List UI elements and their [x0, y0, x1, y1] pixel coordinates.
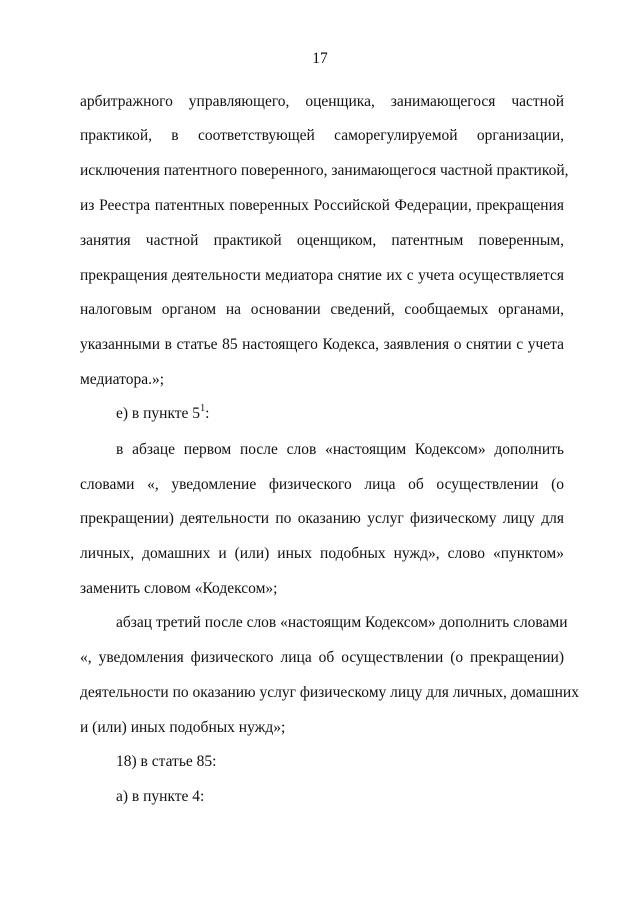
text-line: абзац третий после слов «настоящим Кодексом» дополнить словами — [116, 614, 568, 631]
text-line: налоговым органом на основании сведений, сообщаемых органами, — [80, 301, 564, 318]
subitem-e-colon: : — [205, 405, 210, 422]
superscript: 1 — [200, 402, 206, 414]
text-line: деятельности по оказанию услуг физическому лицу для личных, домашних — [80, 684, 579, 701]
text-line: медиатора.»; — [80, 371, 165, 388]
text-line: прекращения деятельности медиатора снятие их с учета осуществляется — [80, 267, 564, 284]
subitem-e — [116, 404, 209, 424]
text-line: заменить словом «Кодексом»; — [80, 580, 278, 597]
text-line: личных, домашних и (или) иных подобных нужд», слово «пунктом» — [80, 545, 564, 562]
item-18: 18) в статье 85: — [116, 753, 217, 770]
page-number: 17 — [312, 50, 328, 67]
text-line: занятия частной практикой оценщиком, патентным поверенным, — [80, 232, 564, 249]
text-line: исключения патентного поверенного, занимающегося частной практикой, — [80, 162, 569, 179]
text-line: практикой, в соответствующей саморегулируемой организации, — [80, 127, 564, 144]
text-line: словами «, уведомление физического лица об осуществлении (о — [80, 476, 564, 493]
text-line: и (или) иных подобных нужд»; — [80, 719, 286, 736]
text-line: арбитражного управляющего, оценщика, занимающегося частной — [80, 93, 564, 110]
text-line: «, уведомления физического лица об осуществлении (о прекращении) — [80, 649, 564, 666]
subitem-a: а) в пункте 4: — [116, 788, 205, 805]
text-line: указанными в статье 85 настоящего Кодекса, заявления о снятии с учета — [80, 336, 564, 353]
text-line: прекращении) деятельности по оказанию услуг физическому лицу для — [80, 510, 564, 527]
subitem-e-text: е) в пункте 5 — [116, 405, 201, 422]
text-line: из Реестра патентных поверенных Российской Федерации, прекращения — [80, 197, 564, 214]
text-line: в абзаце первом после слов «настоящим Кодексом» дополнить — [116, 441, 564, 458]
